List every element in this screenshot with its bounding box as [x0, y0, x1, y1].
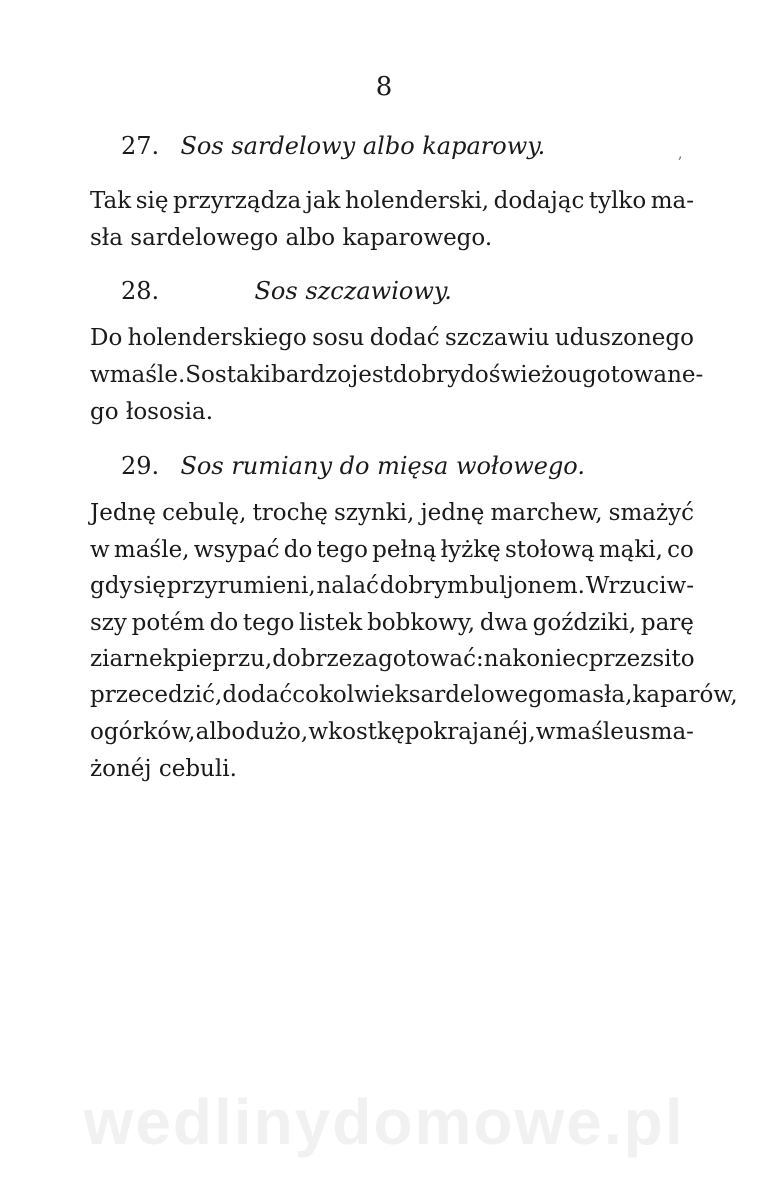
recipe-title: Sos szczawiowy. [254, 277, 452, 305]
recipe-28-line-2 [90, 362, 704, 388]
word: w [90, 537, 110, 563]
word: w [308, 719, 329, 745]
word: Tak [90, 188, 132, 214]
word: jednę [420, 500, 485, 526]
word: trochę [252, 500, 328, 526]
word: ogórków, [90, 719, 196, 745]
watermark: wedlinydomowe.pl [83, 1086, 685, 1158]
word: tylko [588, 188, 647, 214]
recipe-27-heading [121, 132, 545, 160]
word: pokrajanéj, [404, 719, 536, 745]
recipe-29-heading [121, 452, 585, 480]
recipe-title: Sos sardelowy albo kaparowy. [180, 132, 546, 160]
word: szy [90, 610, 127, 636]
word: sosu [312, 325, 365, 351]
word: szynki, [334, 500, 415, 526]
word: do [283, 537, 313, 563]
word: dobrym [379, 573, 469, 599]
word: do [209, 610, 239, 636]
word: dobrze [272, 646, 353, 672]
word: tego [242, 610, 295, 636]
word: potém [131, 610, 205, 636]
stray-mark: , [678, 146, 683, 162]
recipe-29-line-8: żonéj cebuli. [90, 756, 237, 782]
word: kostkę [328, 719, 405, 745]
word: bobkowy, [367, 610, 476, 636]
word: Do [90, 325, 123, 351]
word: dodać [222, 682, 293, 708]
word: stołową [505, 537, 595, 563]
word: maśle. [109, 362, 186, 388]
word: nalać [316, 573, 379, 599]
word: taki [226, 362, 271, 388]
word: do [460, 362, 489, 388]
word: Sos [185, 362, 227, 388]
word: kaparów, [632, 682, 738, 708]
page-number: 8 [375, 72, 393, 102]
word: cokolwiek [292, 682, 409, 708]
word: goździki, [532, 610, 637, 636]
word: maśle, [113, 537, 190, 563]
word: masła, [556, 682, 633, 708]
word: smażyć [608, 500, 694, 526]
recipe-29-line-4 [90, 610, 694, 636]
word: dwa [479, 610, 528, 636]
recipe-29-line-6 [90, 682, 738, 708]
word: przez [588, 646, 653, 672]
word: maśle [555, 719, 624, 745]
word: uduszonego [554, 325, 694, 351]
recipe-title: Sos rumiany do mięsa wołowego. [180, 452, 585, 480]
word: w [535, 719, 556, 745]
word: dobry [392, 362, 461, 388]
recipe-29-line-3 [90, 573, 694, 599]
word: cebulę, [162, 500, 247, 526]
word: ziarnek [90, 646, 177, 672]
word: świeżo [488, 362, 568, 388]
word: tego [316, 537, 368, 563]
word: się [135, 188, 169, 214]
recipe-number: 28. [121, 277, 160, 305]
word: łyżkę [440, 537, 501, 563]
word: dodając [493, 188, 585, 214]
recipe-number: 27. [121, 132, 160, 160]
word: pieprzu, [176, 646, 273, 672]
word: bardzo [270, 362, 352, 388]
recipe-number: 29. [121, 452, 160, 480]
word: szczawiu [444, 325, 550, 351]
recipe-27-line-1 [90, 188, 694, 214]
word: przyrumieni, [166, 573, 316, 599]
word: dużo, [245, 719, 309, 745]
word: jest [351, 362, 393, 388]
word: co [667, 537, 694, 563]
recipe-28-line-3: go łososia. [90, 399, 214, 425]
word: jak [305, 188, 341, 214]
word: mąki, [598, 537, 663, 563]
recipe-29-line-7 [90, 719, 694, 745]
word: zagotować: [352, 646, 484, 672]
word: marchew, [490, 500, 603, 526]
word: sito [652, 646, 695, 672]
word: dodać [369, 325, 440, 351]
word: usma- [624, 719, 694, 745]
word: Wrzuciw- [585, 573, 694, 599]
word: sardelowego [408, 682, 557, 708]
word: listek [299, 610, 363, 636]
word: buljonem. [469, 573, 585, 599]
word: ma- [650, 188, 694, 214]
recipe-29-line-5 [90, 646, 694, 672]
word: przecedzić, [90, 682, 223, 708]
word: holenderski, [344, 188, 490, 214]
recipe-29-line-2 [90, 537, 694, 563]
recipe-28-heading [121, 277, 452, 305]
word: holenderskiego [127, 325, 307, 351]
word: w [90, 362, 110, 388]
word: ugotowane- [567, 362, 704, 388]
word: pełną [372, 537, 437, 563]
word: Jednę [90, 500, 156, 526]
word: gdy [90, 573, 133, 599]
recipe-29-line-1 [90, 500, 694, 526]
recipe-27-line-2: sła sardelowego albo kaparowego. [90, 225, 493, 251]
word: parę [640, 610, 694, 636]
word: albo [195, 719, 246, 745]
word: wsypać [193, 537, 280, 563]
word: nakoniec [483, 646, 589, 672]
word: się [133, 573, 166, 599]
recipe-28-line-1 [90, 325, 694, 351]
word: przyrządza [172, 188, 302, 214]
